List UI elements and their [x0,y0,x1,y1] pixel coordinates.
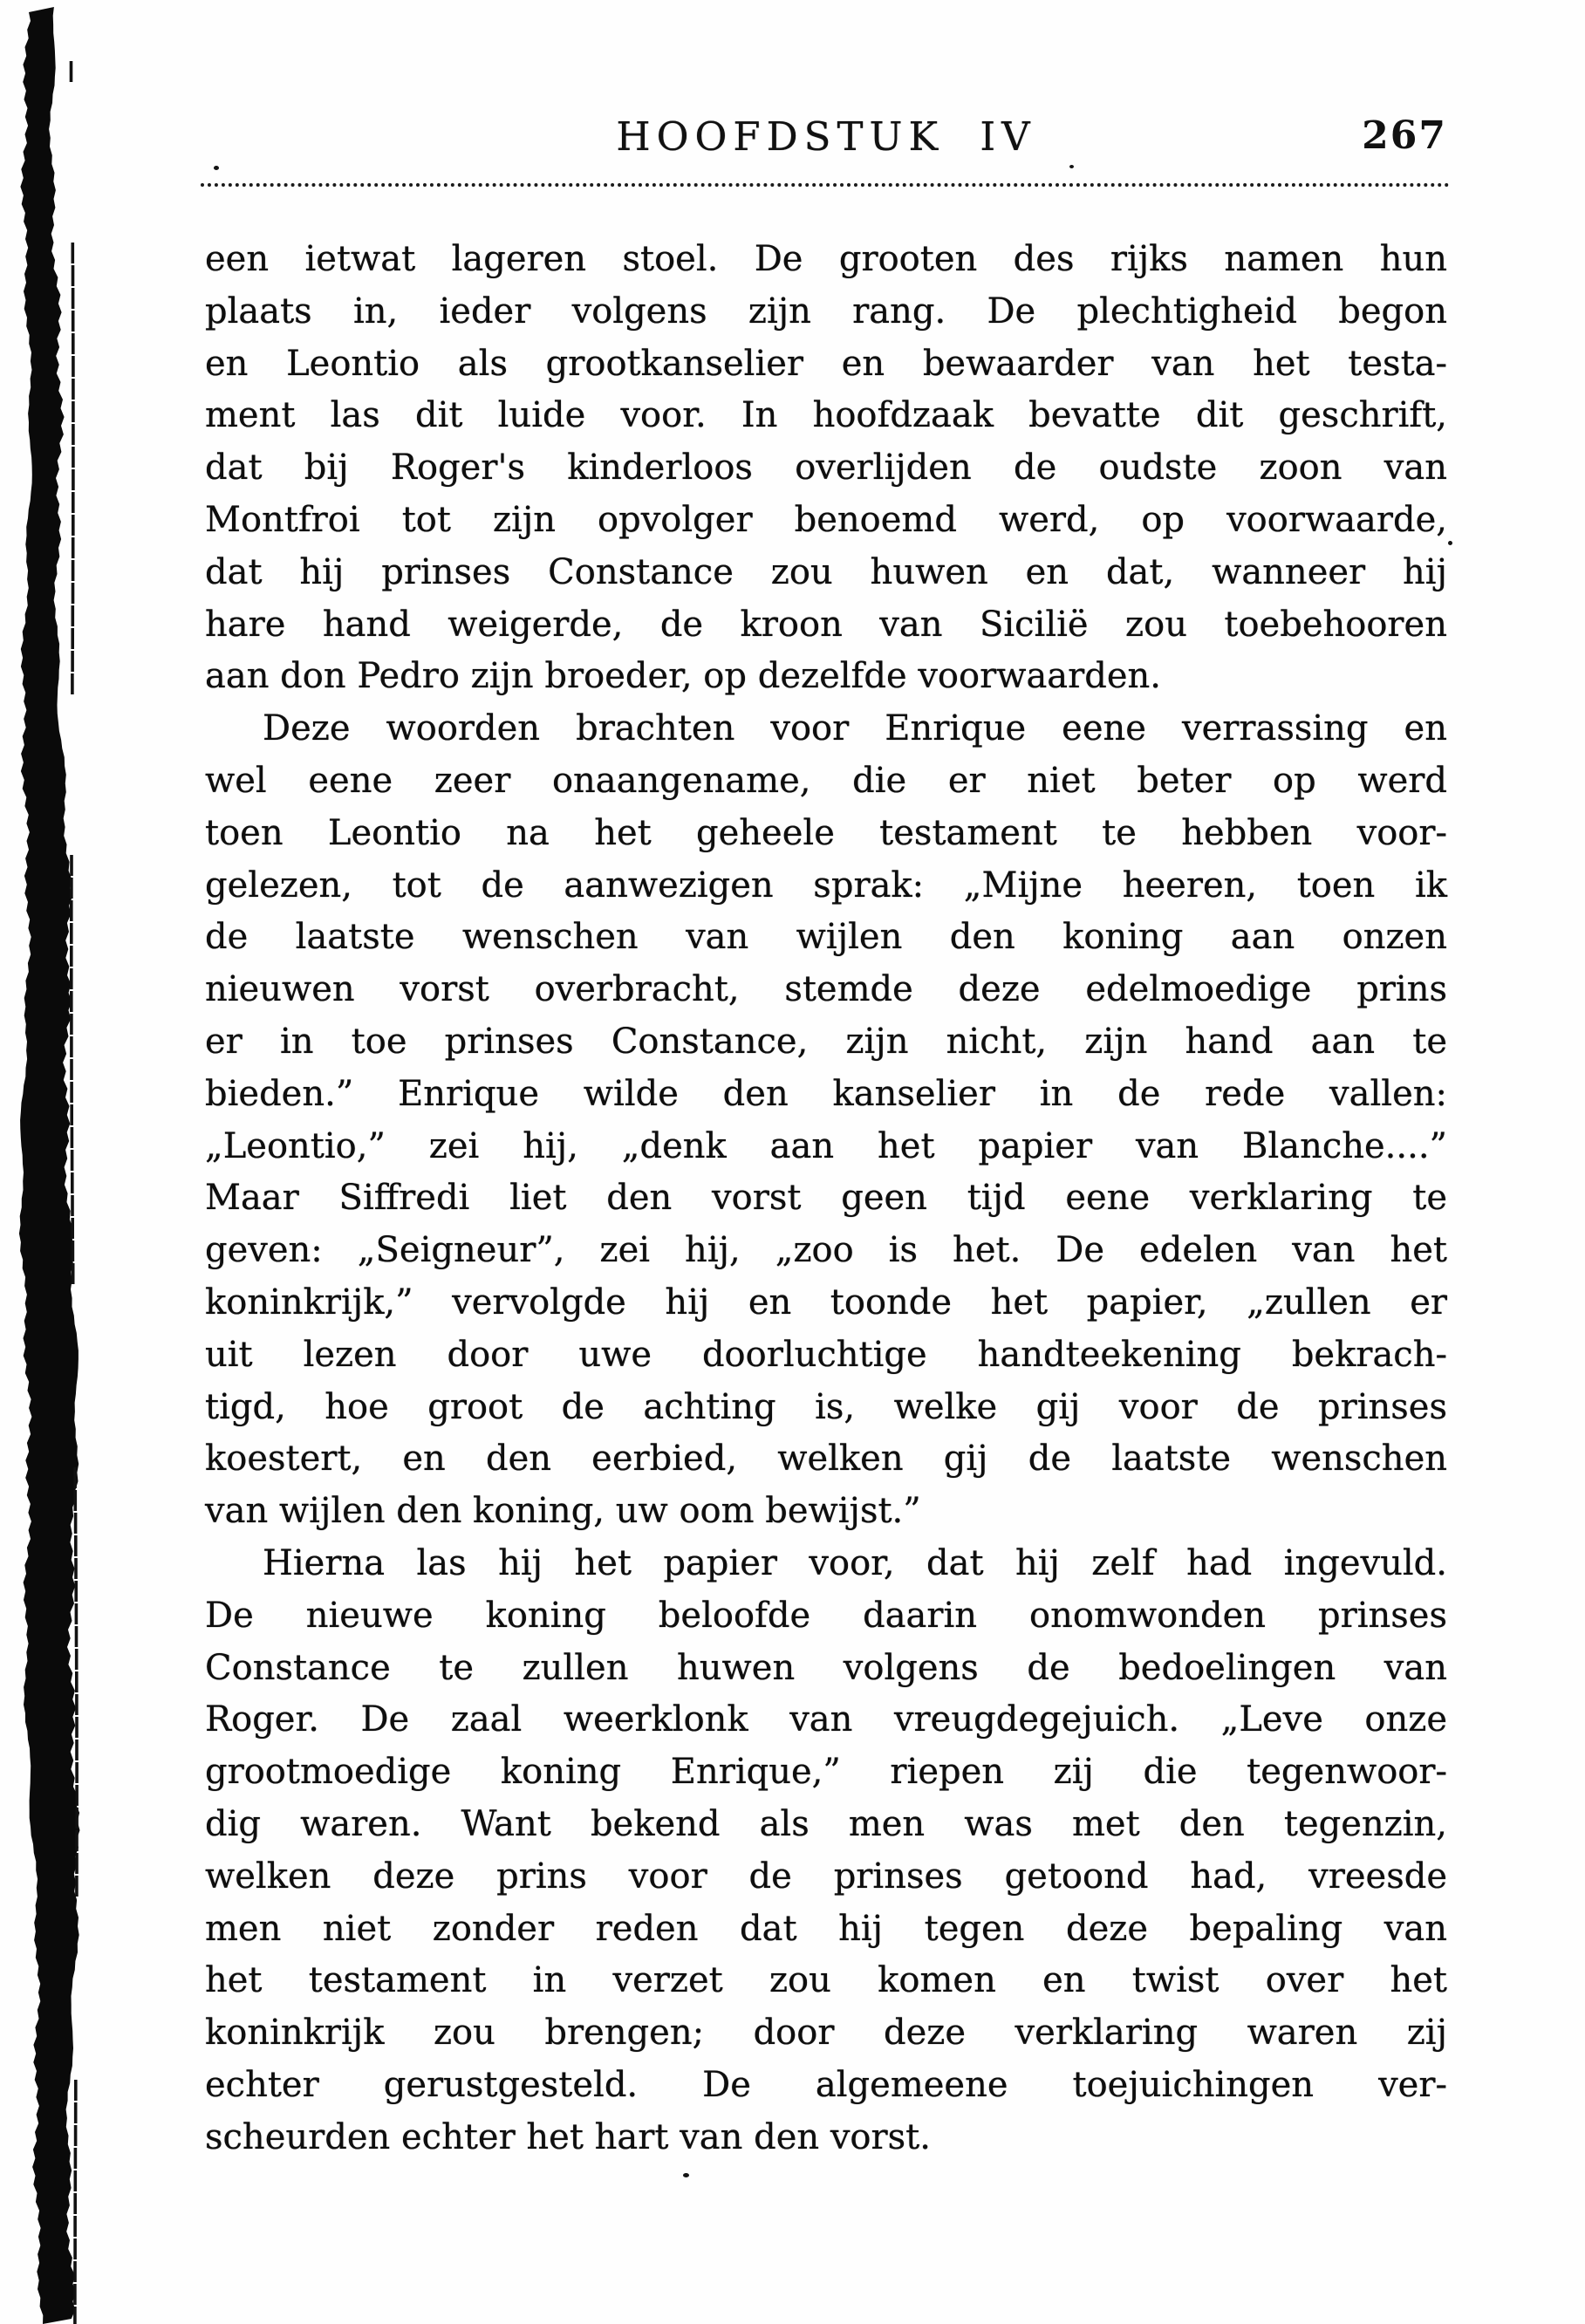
text-line: scheurden echter het hart van den vorst. [205,2116,931,2157]
text-line: welken deze prins voor de prinses getoond had, vreesde [205,1856,1447,1897]
text-line: geven: „Seigneur”, zei hij, „zoo is het. De edelen van het [205,1230,1447,1271]
text-line: bieden.” Enrique wilde den kanselier in de rede vallen: [205,1073,1447,1114]
text-line: echter gerustgesteld. De algemeene toejuichingen ver- [205,2064,1447,2105]
text-line: uit lezen door uwe doorluchtige handteekening bekrach- [205,1334,1447,1375]
text-line: dig waren. Want bekend als men was met den tegenzin, [205,1803,1447,1844]
page-number: 267 [1362,113,1447,158]
text-line: „Leontio,” zei hij, „denk aan het papier van Blanche....” [205,1125,1447,1166]
text-line: Constance te zullen huwen volgens de bedoelingen van [205,1647,1447,1688]
text-line: wel eene zeer onaangename, die er niet beter op werd [205,760,1447,801]
text-line: men niet zonder reden dat hij tegen deze bepaling van [205,1908,1447,1949]
text-line: hare hand weigerde, de kroon van Sicilië zou toebehooren [205,604,1447,645]
text-line: koninkrijk zou brengen; door deze verklaring waren zij [205,2013,1447,2054]
text-line: nieuwen vorst overbracht, stemde deze edelmoedige prins [205,969,1447,1010]
text-line: koninkrijk,” vervolgde hij en toonde het papier, „zullen er [205,1282,1447,1323]
text-line: het testament in verzet zou komen en twist over het [205,1960,1447,2001]
text-line: dat hij prinses Constance zou huwen en dat, wanneer hij [205,551,1447,592]
scan-speck [1448,541,1452,545]
text-line: Hierna las hij het papier voor, dat hij zelf had ingevuld. [263,1542,1447,1583]
text-line: Roger. De zaal weerklonk van vreugdegejuich. „Leve onze [205,1699,1447,1740]
text-line: toen Leontio na het geheele testament te hebben voor- [205,812,1447,853]
text-line: gelezen, tot de aanwezigen sprak: „Mijne heeren, toen ik [205,865,1447,906]
text-line: tigd, hoe groot de achting is, welke gij voor de prinses [205,1386,1447,1427]
text-line: koestert, en den eerbied, welken gij de laatste wenschen [205,1439,1447,1480]
text-line: Maar Siffredi liet den vorst geen tijd eene verklaring te [205,1178,1447,1219]
text-line: De nieuwe koning beloofde daarin onomwonden prinses [205,1595,1447,1636]
text-line: ment las dit luide voor. In hoofdzaak bevatte dit geschrift, [205,395,1447,436]
dotted-rule [201,183,1450,187]
text-line: een ietwat lageren stoel. De grooten des rijks namen hun [205,239,1447,279]
chapter-heading: HOOFDSTUK IV [616,113,1036,160]
text-line: plaats in, ieder volgens zijn rang. De plechtigheid begon [205,290,1447,332]
text-line: dat bij Roger's kinderloos overlijden de oudste zoon van [205,448,1447,489]
text-line: aan don Pedro zijn broeder, op dezelfde voorwaarden. [205,656,1162,697]
binding-shadow-artifact [0,0,131,2324]
scan-speck [683,2173,689,2177]
body-text [205,234,1447,2163]
text-line: van wijlen den koning, uw oom bewijst.” [205,1491,921,1532]
text-line: er in toe prinses Constance, zijn nicht, zijn hand aan te [205,1021,1447,1062]
text-line: de laatste wenschen van wijlen den koning aan onzen [205,917,1447,958]
text-line: grootmoedige koning Enrique,” riepen zij die tegenwoor- [205,1752,1447,1793]
text-line: Deze woorden brachten voor Enrique eene verrassing en [263,708,1447,749]
page-header [205,113,1447,166]
scan-speck [214,166,219,170]
text-line: Montfroi tot zijn opvolger benoemd werd, op voorwaarde, [205,499,1447,540]
text-line: en Leontio als grootkanselier en bewaarder van het testa- [205,343,1447,384]
